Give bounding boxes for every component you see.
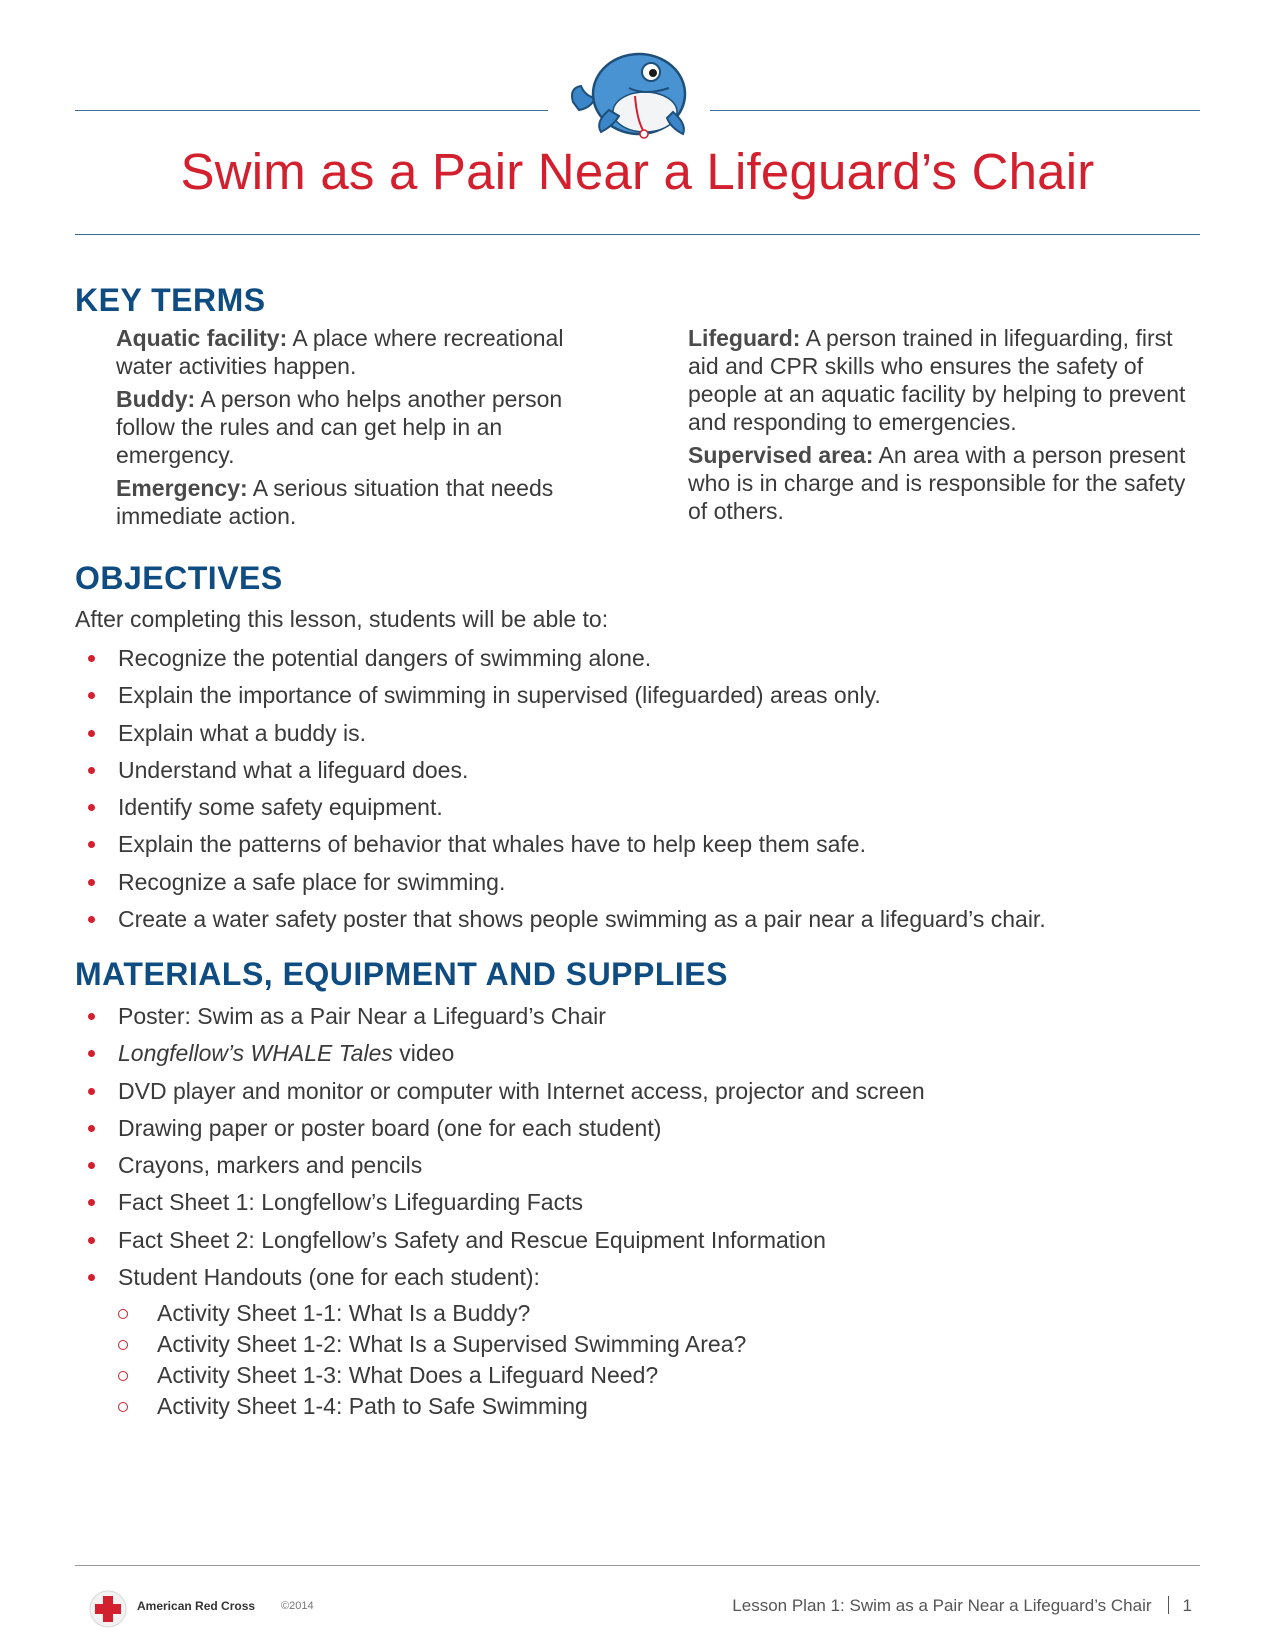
objectives-intro: After completing this lesson, students will be able to: (75, 606, 609, 632)
list-item: Activity Sheet 1-3: What Does a Lifeguard Need? (116, 1361, 746, 1392)
list-item: Poster: Swim as a Pair Near a Lifeguard’s Chair (75, 1002, 925, 1039)
list-item: Fact Sheet 1: Longfellow’s Lifeguarding Facts (75, 1188, 925, 1225)
bullet-icon (88, 804, 95, 811)
list-item: Crayons, markers and pencils (75, 1151, 925, 1188)
bullet-icon (88, 1162, 95, 1169)
key-term: Emergency: A serious situation that needs immediate action. (116, 475, 554, 529)
circle-bullet-icon (118, 1402, 128, 1412)
key-term: Buddy: A person who helps another person follow the rules and can get help in an emergency. (116, 386, 563, 468)
bullet-icon (88, 1013, 95, 1020)
red-cross-logo-icon (88, 1588, 128, 1628)
materials-list (75, 1002, 925, 1300)
handouts-sublist (116, 1299, 746, 1423)
materials-heading: MATERIALS, EQUIPMENT AND SUPPLIES (75, 956, 728, 992)
organization-name: American Red Cross (137, 1599, 256, 1613)
bullet-icon (88, 1199, 95, 1206)
list-item: Recognize the potential dangers of swimming alone. (75, 644, 1046, 681)
bullet-icon (88, 767, 95, 774)
list-item: Understand what a lifeguard does. (75, 756, 1046, 793)
page-number: 1 (1182, 1596, 1192, 1615)
bullet-icon (88, 1237, 95, 1244)
page-title: Swim as a Pair Near a Lifeguard’s Chair (180, 143, 1095, 200)
bullet-icon (88, 1125, 95, 1132)
title-rule (75, 234, 1200, 235)
whale-mascot-icon (565, 36, 705, 148)
circle-bullet-icon (118, 1371, 128, 1381)
bullet-icon (88, 655, 95, 662)
key-terms-right-column (688, 324, 1200, 530)
bullet-icon (88, 1274, 95, 1281)
circle-bullet-icon (118, 1340, 128, 1350)
footer-lesson-info (732, 1596, 1192, 1616)
list-item: Activity Sheet 1-1: What Is a Buddy? (116, 1299, 746, 1330)
list-item: Longfellow’s WHALE Tales video (75, 1039, 925, 1076)
key-term: Lifeguard: A person trained in lifeguarding, first aid and CPR skills who ensures the safety of people at an aquatic facility by helping to prevent and responding to emergencies. (688, 325, 1186, 435)
video-title: Longfellow’s WHALE Tales (118, 1040, 393, 1067)
list-item: Identify some safety equipment. (75, 793, 1046, 830)
bullet-icon (88, 692, 95, 699)
lesson-title: Lesson Plan 1: Swim as a Pair Near a Lifeguard’s Chair (732, 1596, 1152, 1615)
list-item: Explain the importance of swimming in supervised (lifeguarded) areas only. (75, 681, 1046, 718)
key-term: Aquatic facility: A place where recreational water activities happen. (116, 325, 564, 379)
list-item: Activity Sheet 1-2: What Is a Supervised Swimming Area? (116, 1330, 746, 1361)
footer-separator (1168, 1596, 1169, 1614)
objectives-heading: OBJECTIVES (75, 560, 283, 596)
objectives-list (75, 644, 1046, 942)
list-item: Student Handouts (one for each student): (75, 1263, 925, 1300)
circle-bullet-icon (118, 1309, 128, 1319)
bullet-icon (88, 730, 95, 737)
list-item: Explain what a buddy is. (75, 719, 1046, 756)
bullet-icon (88, 1050, 95, 1057)
bullet-icon (88, 879, 95, 886)
header-rule-right (710, 110, 1200, 111)
key-term: Supervised area: An area with a person present who is in charge and is responsible for the safety of others. (688, 442, 1186, 524)
header-rule-left (75, 110, 548, 111)
list-item: DVD player and monitor or computer with Internet access, projector and screen (75, 1077, 925, 1114)
key-terms-left-column (116, 324, 616, 535)
bullet-icon (88, 1088, 95, 1095)
list-item: Drawing paper or poster board (one for each student) (75, 1114, 925, 1151)
bullet-icon (88, 916, 95, 923)
bullet-icon (88, 841, 95, 848)
footer-rule (75, 1565, 1200, 1566)
list-item: Activity Sheet 1-4: Path to Safe Swimming (116, 1392, 746, 1423)
copyright: ©2014 (281, 1600, 314, 1612)
list-item: Fact Sheet 2: Longfellow’s Safety and Rescue Equipment Information (75, 1226, 925, 1263)
key-terms-heading: KEY TERMS (75, 282, 266, 318)
list-item: Recognize a safe place for swimming. (75, 868, 1046, 905)
list-item: Explain the patterns of behavior that whales have to help keep them safe. (75, 830, 1046, 867)
list-item: Create a water safety poster that shows people swimming as a pair near a lifeguard’s chair. (75, 905, 1046, 942)
